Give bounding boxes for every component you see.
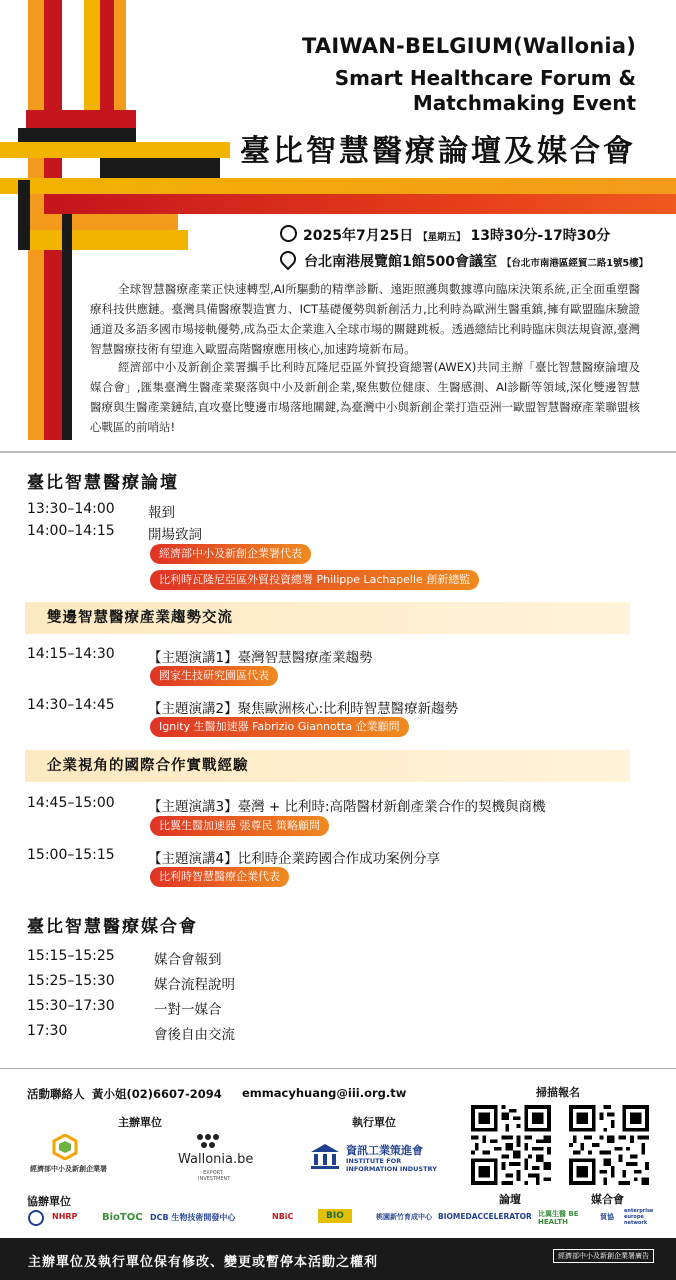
disclaimer-text: 主辦單位及執行單位保有修改、變更或暫停本活動之權利: [28, 1255, 379, 1270]
co-logo-behealth: 比翼生醫 BE HEALTH: [538, 1210, 579, 1226]
location-pin-icon: [277, 248, 300, 271]
speaker-tag: 經濟部中小及新創企業署代表: [150, 544, 311, 564]
iii-logo-icon: [310, 1143, 340, 1173]
match-time-2: 15:25–15:30: [27, 973, 115, 989]
decor-stripe: [100, 0, 114, 112]
date-line: [280, 225, 610, 245]
intro-paragraph-1: 全球智慧醫療產業正快速轉型,AI所驅動的精準診斷、遠距照護與數據導向臨床決策系統,正全面重塑醫療科技供應鏈。臺灣具備醫療製造實力、ICT基礎優勢與新創活力,比利時為歐洲生醫重鎮,擁有歐盟臨床驗證通道及多語多國市場接軌優勢,成為亞太企業進入全球市場的關鍵跳板。透過總結比利時臨床與法規資源,臺灣智慧醫療技術有望進入歐盟高階醫療應用核心,加速跨境新布局。: [90, 282, 640, 356]
organizer-label: 主辦單位: [118, 1116, 162, 1129]
forum-item-1: 報到: [148, 505, 175, 521]
speaker-tag: 比利時瓦隆尼亞區外貿投資總署 Philippe Lachapelle 創新總監: [150, 570, 479, 590]
forum-time-1: 13:30–14:00: [27, 501, 115, 517]
co-logo-nhrp: NHRP: [52, 1212, 78, 1221]
decor-stripe: [114, 0, 126, 112]
forum-item-2: 開場致詞: [148, 527, 202, 543]
match-item-3: 一對一媒合: [154, 1002, 222, 1018]
match-item-2: 媒合流程說明: [154, 977, 235, 993]
band1-time-2: 14:30–14:45: [27, 697, 115, 713]
intro-paragraph-2: 經濟部中小及新創企業署攜手比利時瓦隆尼亞區外貿投資總署(AWEX)共同主辦「臺比智慧醫療論壇及媒合會」,匯集臺灣生醫產業聚落與中小及新創企業,聚焦數位健康、生醫感測、AI診斷等領域,深化雙邊智慧醫療與生醫產業鏈結,直攻臺比雙邊市場落地關鍵,為臺灣中小與新創企業打造亞洲一歐盟智慧醫療產業聯盟核心戰區的前哨站!: [90, 360, 640, 434]
header: [0, 0, 676, 450]
qr-label-matchmaking: 媒合會: [591, 1193, 624, 1206]
match-item-4: 會後自由交流: [154, 1027, 235, 1043]
contact-email[interactable]: emmacyhuang@iii.org.tw: [242, 1086, 407, 1100]
band2-time-1: 14:45–15:00: [27, 795, 115, 811]
co-logo-bio: BIO: [318, 1209, 352, 1223]
title-en-line-1: TAIWAN-BELGIUM(Wallonia): [302, 34, 636, 58]
moea-seal-icon: [28, 1210, 44, 1226]
decor-stripe: [28, 214, 178, 230]
event-venue: 台北南港展覽館1館500會議室: [304, 254, 497, 270]
decor-stripe: [100, 158, 220, 178]
event-time: 13時30分-17時30分: [470, 228, 611, 244]
match-item-1: 媒合會報到: [154, 952, 222, 968]
co-logo-incubator: 桃園新竹育成中心: [376, 1213, 432, 1221]
co-logo-biomed: BIOMEDACCELERATOR: [438, 1212, 532, 1221]
exec-name-en-1: INSTITUTE FOR: [346, 1157, 402, 1165]
co-logo-dcb: DCB 生物技術開發中心: [150, 1213, 236, 1222]
co-logo-taitra: 貿協: [600, 1213, 614, 1221]
org2-name: Wallonia.be: [178, 1152, 254, 1167]
band1-title: 雙邊智慧醫療產業趨勢交流: [47, 610, 233, 626]
match-time-3: 15:30–17:30: [27, 998, 115, 1014]
exec-name-zh: 資訊工業策進會: [346, 1144, 423, 1157]
forum-section-title: 臺比智慧醫療論壇: [27, 473, 179, 493]
qr-label-forum: 論壇: [499, 1193, 521, 1206]
band2-item-2: 【主題演講4】比利時企業跨國合作成功案例分享: [148, 851, 441, 867]
band1-time-1: 14:15–14:30: [27, 646, 115, 662]
executor-label: 執行單位: [352, 1116, 396, 1129]
co-organizer-label: 協辦單位: [27, 1195, 71, 1208]
footer-divider: [0, 1068, 676, 1069]
co-logo-biotoc: BioTOC: [102, 1212, 143, 1223]
venue-line: [280, 251, 648, 271]
sme-agency-logo-icon: [52, 1134, 78, 1160]
co-logo-een: enterprise europe network: [624, 1208, 654, 1226]
event-address: 【台北市南港區經貿二路1號5樓】: [501, 258, 649, 269]
band2-time-2: 15:00–15:15: [27, 847, 115, 863]
decor-stripe: [62, 214, 72, 440]
band2-title: 企業視角的國際合作實戰經驗: [47, 758, 249, 774]
forum-time-2: 14:00–14:15: [27, 523, 115, 539]
decor-stripe: [0, 178, 676, 194]
band2-item-1: 【主題演講3】臺灣 + 比利時:高階醫材新創產業合作的契機與商機: [148, 799, 546, 815]
org1-name: 經濟部中小及新創企業署: [30, 1165, 107, 1173]
title-en-line-3: Matchmaking Event: [412, 91, 636, 115]
clock-icon: [280, 225, 297, 242]
decor-stripe: [0, 142, 230, 158]
speaker-tag: 比利時智慧醫療企業代表: [150, 867, 289, 887]
contact-name: 黃小姐(02)6607-2094: [92, 1087, 222, 1101]
band1-item-1: 【主題演講1】臺灣智慧醫療產業趨勢: [148, 650, 373, 666]
qr-code-matchmaking[interactable]: [569, 1105, 649, 1185]
exec-name-en-2: INFORMATION INDUSTRY: [346, 1165, 437, 1173]
ad-label: 經濟部中小及新創企業署廣告: [553, 1249, 654, 1263]
org2-sub: EXPORT INVESTMENT: [198, 1170, 231, 1182]
event-weekday: 【星期五】: [418, 232, 466, 243]
decor-stripe: [84, 0, 100, 112]
decor-stripe: [60, 194, 676, 214]
qr-code-forum[interactable]: [471, 1105, 551, 1185]
contact-label: 活動聯絡人: [27, 1087, 85, 1101]
match-section-title: 臺比智慧醫療媒合會: [27, 917, 198, 937]
title-zh: 臺比智慧醫療論壇及媒合會: [240, 134, 636, 169]
decor-stripe: [28, 230, 188, 250]
divider: [0, 451, 676, 453]
speaker-tag: 國家生技研究園區代表: [150, 666, 278, 686]
event-date: 2025年7月25日: [303, 228, 414, 244]
scan-label: 掃描報名: [536, 1086, 580, 1099]
band1-item-2: 【主題演講2】聚焦歐洲核心:比利時智慧醫療新趨勢: [148, 701, 459, 717]
match-time-1: 15:15–15:25: [27, 948, 115, 964]
decor-stripe: [18, 180, 30, 250]
decor-stripe: [26, 110, 136, 128]
decor-stripe: [18, 128, 136, 142]
co-logo-nbic: NBiC: [272, 1212, 294, 1221]
speaker-tag: 比翼生醫加速器 張尊民 策略顧問: [150, 816, 329, 836]
speaker-tag: Ignity 生醫加速器 Fabrizio Giannotta 企業顧問: [150, 717, 409, 737]
title-en-line-2: Smart Healthcare Forum &: [334, 66, 636, 90]
match-time-4: 17:30: [27, 1023, 68, 1039]
wallonia-dots-icon: [196, 1133, 220, 1153]
